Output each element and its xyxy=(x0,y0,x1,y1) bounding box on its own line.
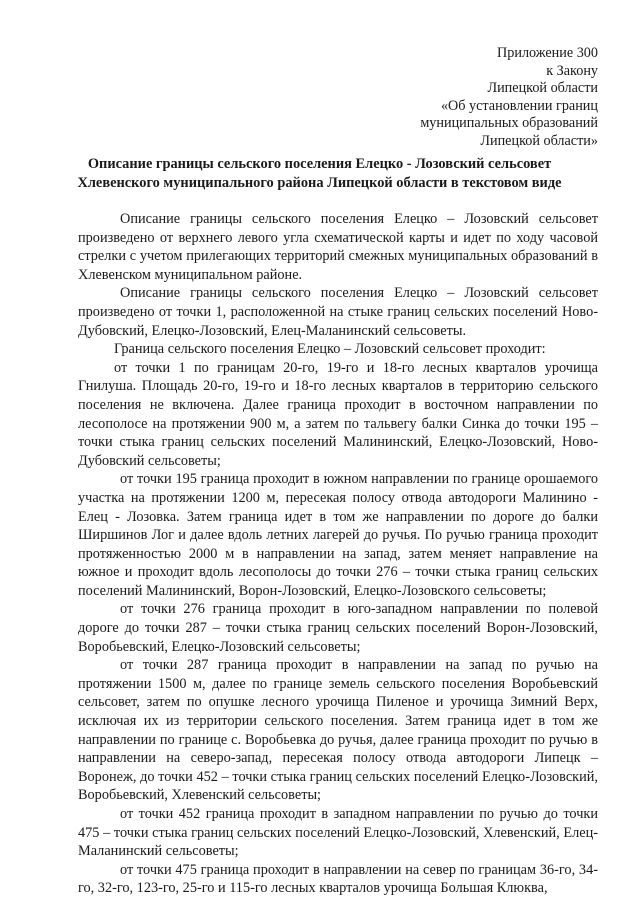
paragraph: от точки 1 по границам 20-го, 19-го и 18-го лесных кварталов урочища Гнилуша. Площадь 20-го, 19-го и 18-го лесных кварталов в территорию сельского поселения не включена. Далее граница проходит в восточном направлении по лесополосе на протяжении 900 м, а затем по тальвегу балки Синка до точки 195 – точки стыка границ сельских поселений Малининский, Елецко-Лозовский, Ново-Дубовский сельсоветы; xyxy=(78,359,598,469)
appendix-line: Приложение 300 xyxy=(497,45,598,61)
appendix-line: муниципальных образований xyxy=(420,115,598,131)
paragraph: от точки 195 граница проходит в южном направлении по границе орошаемого участка на протяжении 1200 м, пересекая полосу отвода автодороги Малинино - Елец - Лозовка. Затем граница идет в том же направлении по дороге до балки Ширшинов Лог и далее вдоль летних лагерей до ручья. По ручью граница проходит протяженностью 2000 м в направлении на запад, затем меняет направление на южное и проходит вдоль лесополосы до точки 276 – точки стыка границ сельских поселений Малининский, Ворон-Лозовский, Елецко-Лозовского сельсоветы; xyxy=(78,471,598,599)
document-body xyxy=(78,210,598,898)
paragraph: от точки 452 граница проходит в западном направлении по ручью до точки 475 – точки стыка границ сельских поселений Елецко-Лозовский, Хлевенский, Елец-Маланинский сельсоветы; xyxy=(78,806,598,860)
title-line: Описание границы сельского поселения Елецко - Лозовский сельсовет xyxy=(87,156,552,172)
paragraph: Описание границы сельского поселения Елецко – Лозовский сельсовет произведено от верхнего левого угла схематической карты и идет по ходу часовой стрелки с учетом прилегающих территорий смежных муниципальных образований в Хлевенском муниципальном районе. xyxy=(78,211,598,283)
paragraph: от точки 276 граница проходит в юго-западном направлении по полевой дороге до точки 287 – точки стыка границ сельских поселений Ворон-Лозовский, Воробьевский, Елецко-Лозовский сельсоветы; xyxy=(78,601,598,655)
paragraph: от точки 287 граница проходит в направлении на запад по ручью на протяжении 1500 м, далее по границе земель сельского поселения Воробьевский сельсовет, затем по опушке лесного урочища Пиленое и урочища Зимний Верх, исключая их из территории сельского поселения. Затем граница идет в том же направлении по границе с. Воробьевка до ручья, далее граница проходит по ручью в направлении на северо-запад, пересекая полосу отвода автодороги Липецк – Воронеж, до точки 452 – точки стыка границ сельских поселений Елецко-Лозовский, Воробьевский, Хлевенский сельсоветы; xyxy=(78,657,598,804)
appendix-line: Липецкой области» xyxy=(480,132,598,149)
appendix-header xyxy=(420,45,598,150)
appendix-line: «Об установлении границ xyxy=(440,97,598,114)
document-title xyxy=(40,155,599,192)
paragraph: Граница сельского поселения Елецко – Лозовский сельсовет проходит: xyxy=(114,341,546,358)
paragraph: от точки 475 граница проходит в направлении на север по границам 36-го, 34-го, 32-го, 123-го, 25-го и 115-го лесных кварталов урочища Большая Клюква, xyxy=(78,861,598,897)
appendix-line: к Закону xyxy=(546,62,598,79)
appendix-line: Липецкой области xyxy=(487,80,598,96)
paragraph: Описание границы сельского поселения Елецко – Лозовский сельсовет произведено от точки 1, расположенной на стыке границ сельских поселений Ново-Дубовский, Елецко-Лозовский, Елец-Маланинский сельсоветы. xyxy=(78,285,598,339)
title-line: Хлевенского муниципального района Липецкой области в текстовом виде xyxy=(77,174,562,191)
